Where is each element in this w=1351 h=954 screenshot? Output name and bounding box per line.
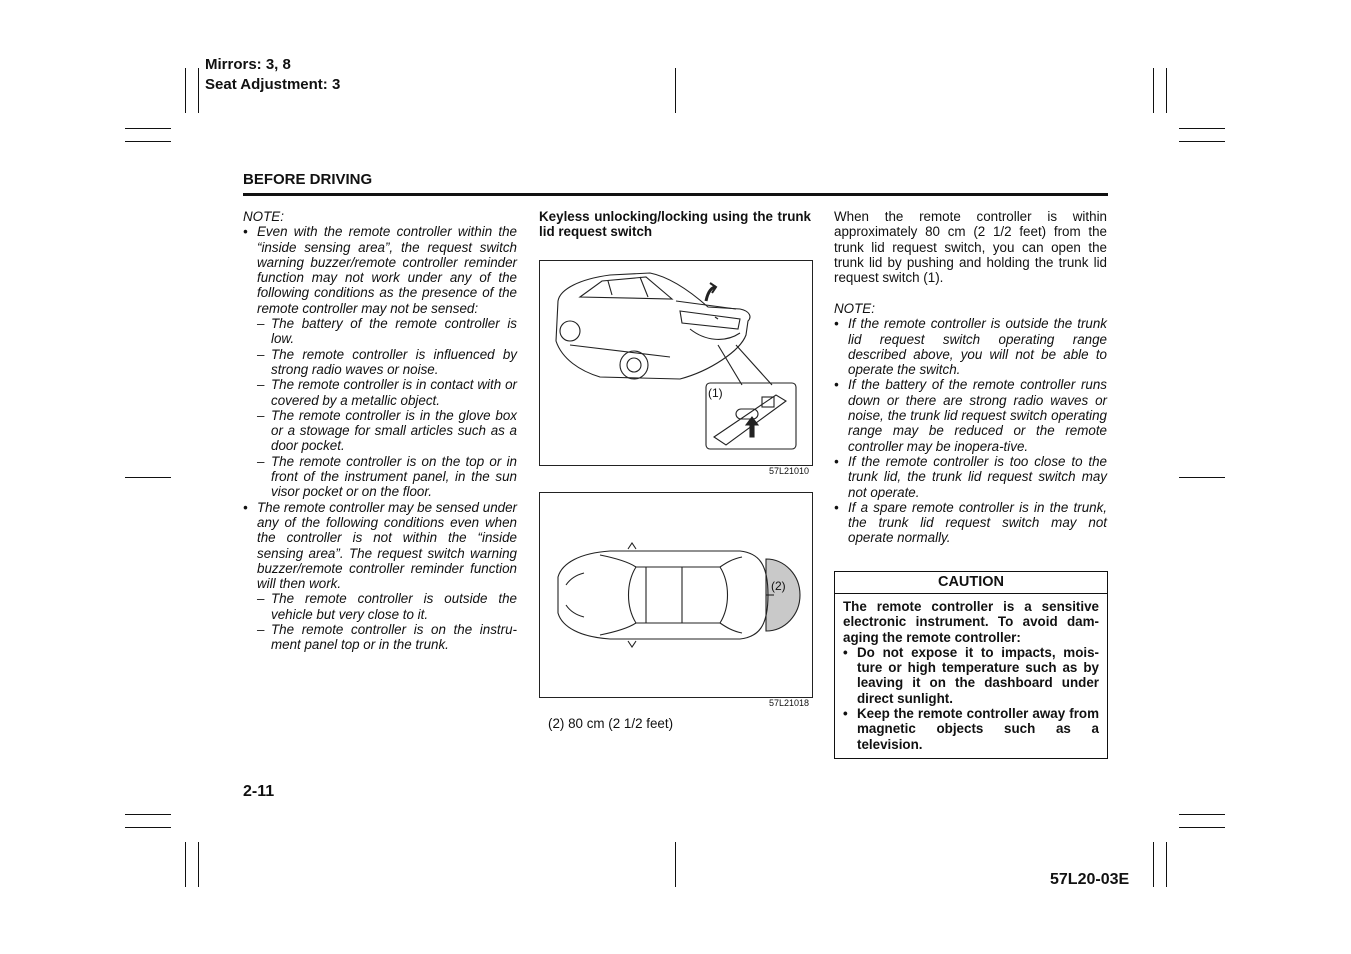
note-subitem: – The battery of the remote controller is low.: [257, 316, 517, 347]
document-code: 57L20-03E: [1050, 871, 1130, 888]
figure-code-2: 57L21018: [769, 698, 810, 708]
caution-title: CAUTION: [835, 572, 1107, 594]
caution-intro: The remote controller is a sensitive electronic instrument. To avoid dam-aging the remote controller:: [843, 599, 1099, 645]
note-subitem: – The remote controller is on the top or in front of the instrument panel, in the sun visor pocket or on the floor.: [257, 453, 517, 500]
callout-2: (2): [771, 579, 786, 593]
note-bullet: • If the remote controller is too close to the trunk lid, the trunk lid request switch may not operate.: [834, 453, 1107, 500]
trunk-switch-heading: Keyless unlocking/locking using the trunk lid request switch: [539, 209, 811, 240]
note-subitem: – The remote controller is influenced by strong radio waves or noise.: [257, 346, 517, 377]
right-note: [834, 301, 1107, 546]
caution-item: • Keep the remote controller away from magnetic objects such as a television.: [843, 706, 1099, 752]
section-rule: [243, 193, 1108, 196]
car-top-view-illustration: [540, 493, 812, 697]
note-bullet: • If a spare remote controller is in the trunk, the trunk lid request switch may not operate normally.: [834, 499, 1107, 546]
note-bullet: • If the battery of the remote controller runs down or there are strong radio waves or noise, the trunk lid request switch operating range may be reduced or the remote controller may be inopera-tive.: [834, 377, 1107, 454]
figure-trunk-switch: [539, 260, 813, 466]
note-subitem: – The remote controller is on the instru-ment panel top or in the trunk.: [257, 622, 517, 653]
caution-item: • Do not expose it to impacts, mois-ture or high temperature such as by leaving it on the dashboard under direct sunlight.: [843, 644, 1099, 706]
page-number: 2-11: [243, 783, 275, 800]
caution-box: [834, 571, 1108, 759]
note-subitem: – The remote controller is in contact with or covered by a metallic object.: [257, 377, 517, 408]
car-rear-illustration: [540, 261, 812, 465]
figure-sensing-range: [539, 492, 813, 698]
callout-1: (1): [708, 386, 723, 400]
note-bullet: • If the remote controller is outside the trunk lid request switch operating range described above, you will not be able to operate the switch.: [834, 316, 1107, 378]
meta-seat-adjustment: Seat Adjustment: 3: [205, 76, 341, 93]
note-label: NOTE:: [243, 209, 284, 224]
figure-code-1: 57L21010: [769, 466, 810, 476]
note-label: NOTE:: [834, 301, 875, 316]
left-column: [243, 209, 517, 653]
note-bullet: • Even with the remote controller within the “inside sensing area”, the request switch warning buzzer/remote controller reminder function may not work under any of the following conditions as the presence of the remote controller may not be sensed:: [243, 224, 517, 316]
trunk-switch-intro: When the remote controller is within approximately 80 cm (2 1/2 feet) from the trunk lid request switch, you can open the trunk lid by pushing and holding the trunk lid request switch (1).: [834, 209, 1107, 286]
figure-legend: (2) 80 cm (2 1/2 feet): [548, 716, 674, 731]
note-subitem: – The remote controller is in the glove box or a stowage for small articles such as a door pocket.: [257, 407, 517, 454]
section-title: BEFORE DRIVING: [243, 171, 373, 188]
meta-mirrors: Mirrors: 3, 8: [205, 56, 291, 73]
note-subitem: – The remote controller is outside the vehicle but very close to it.: [257, 591, 517, 622]
top-meta: [205, 55, 340, 95]
note-bullet: • The remote controller may be sensed under any of the following conditions even when the controller is not within the “inside sensing area”. The request switch warning buzzer/remote controller reminder function will then work.: [243, 499, 517, 592]
